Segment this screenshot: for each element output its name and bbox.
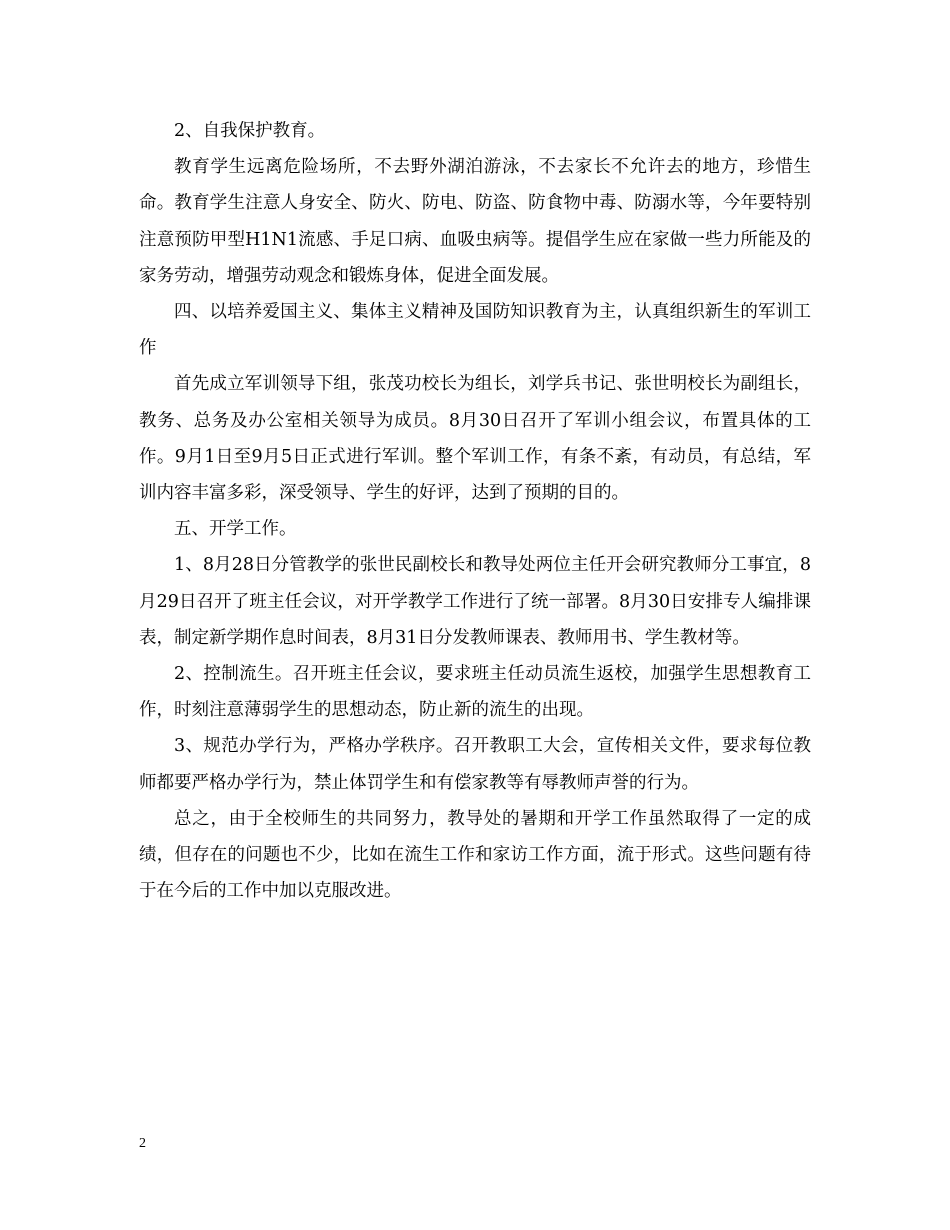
paragraph-self-protection-heading: 2、自我保护教育。: [174, 121, 326, 141]
paragraph-military-training-heading: 四、以培养爱国主义、集体主义精神及国防知识教育为主，认真组织新生的军训工作: [139, 302, 811, 359]
document-body: [139, 113, 811, 909]
paragraph-teaching-arrangement: 1、8月28日分管教学的张世民副校长和教导处两位主任开会研究教师分工事宜，8月29日召开了班主任会议，对开学教学工作进行了统一部署。8月30日安排专人编排课表，制定新学期作息时间表，8月31日分发教师课表、教师用书、学生教材等。: [139, 555, 811, 648]
paragraph-military-training: 首先成立军训领导下组，张茂功校长为组长，刘学兵书记、张世明校长为副组长，教务、总务及办公室相关领导为成员。8月30日召开了军训小组会议，布置具体的工作。9月1日至9月5日正式进行军训。整个军训工作，有条不紊，有动员，有总结，军训内容丰富多彩，深受领导、学生的好评，达到了预期的目的。: [139, 374, 811, 504]
paragraph-control-dropout: 2、控制流生。召开班主任会议，要求班主任动员流生返校，加强学生思想教育工作，时刻注意薄弱学生的思想动态，防止新的流生的出现。: [139, 664, 811, 721]
paragraph-school-opening-heading: 五、开学工作。: [174, 519, 297, 540]
paragraph-conclusion: 总之，由于全校师生的共同努力，教导处的暑期和开学工作虽然取得了一定的成绩，但存在的问题也不少，比如在流生工作和家访工作方面，流于形式。这些问题有待于在今后的工作中加以克服改进。: [139, 808, 811, 902]
page-number: 2: [139, 1136, 146, 1151]
paragraph-safety-education: 教育学生远离危险场所，不去野外湖泊游泳，不去家长不允许去的地方，珍惜生命。教育学生注意人身安全、防火、防电、防盗、防食物中毒、防溺水等，今年要特别注意预防甲型H1N1流感、手足口病、血吸虫病等。提倡学生应在家做一些力所能及的家务劳动，增强劳动观念和锻炼身体，促进全面发展。: [139, 157, 811, 286]
paragraph-standardize-conduct: 3、规范办学行为，严格办学秩序。召开教职工大会，宣传相关文件，要求每位教师都要严格办学行为，禁止体罚学生和有偿家教等有辱教师声誉的行为。: [139, 736, 811, 793]
